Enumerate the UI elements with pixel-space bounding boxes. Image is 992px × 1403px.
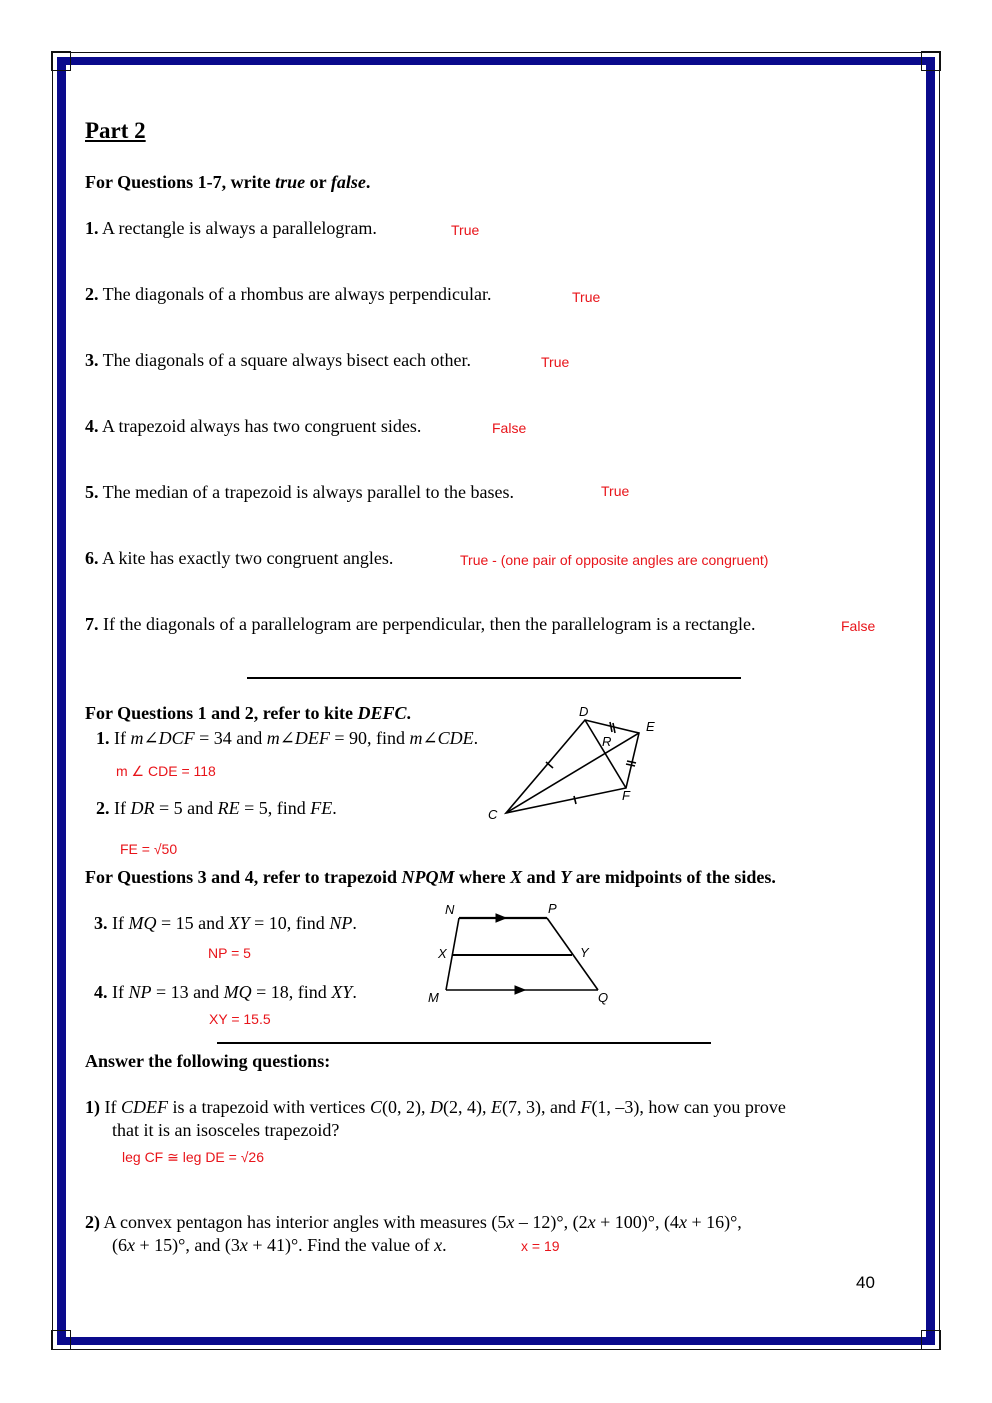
text-segment: XY [228,913,250,933]
text-segment: + 41)°. Find the value of [247,1235,435,1255]
text-segment: true [275,172,306,192]
text-segment: x [127,1235,135,1255]
text-segment: = 5 and [154,798,218,818]
trapezoid-answer-4: XY = 15.5 [209,1011,271,1027]
text-segment: XY [331,982,353,1002]
text-segment: x [678,1212,687,1232]
text-segment: 1. [96,728,110,748]
label-c: C [488,807,498,822]
kite-diagram [488,704,655,822]
text-segment: If [100,1097,121,1117]
open-answer-1: leg CF ≅ leg DE = √26 [122,1149,264,1165]
answer-2: True [572,289,601,305]
label-d: D [579,704,589,719]
text-segment: . [473,728,479,748]
text-segment: = 15 and [156,913,229,933]
text-segment: are midpoints of the sides. [571,867,776,887]
text-segment: FE [310,798,333,818]
trapezoid-answer-3: NP = 5 [208,945,251,961]
parallel-arrow [496,914,506,922]
text-segment: 7. [85,614,99,634]
answer-1: True [451,222,480,238]
text-segment: 6. [85,548,99,568]
text-segment: 2) [85,1212,100,1232]
text-segment: The diagonals of a rhombus are always perpendicular. [98,284,492,304]
answer-7: False [841,618,876,634]
text-segment: DCF [158,728,195,748]
text-segment: ∠ [422,728,438,748]
text-segment: The median of a trapezoid is always parallel to the bases. [98,482,515,502]
text-segment: 5. [85,482,99,502]
text-segment: that it is an isosceles trapezoid? [112,1120,340,1140]
text-segment: – 12)°, (2 [514,1212,588,1232]
text-segment: Y [560,867,572,887]
text-segment: m [130,728,144,748]
text-segment: NP [128,982,152,1002]
text-segment: . [365,172,371,192]
label-r: R [602,734,612,749]
text-segment: m [266,728,280,748]
answer-5: True [601,483,630,499]
text-segment: F [580,1097,592,1117]
text-segment: C [369,1097,382,1117]
text-segment: 3. [85,350,99,370]
trapezoid-diagram [428,901,608,1005]
text-segment: x [506,1212,515,1232]
text-segment: D [429,1097,443,1117]
text-segment: = 34 and [194,728,267,748]
tick-mark [626,764,635,766]
label-x: X [438,946,447,961]
text-segment: MQ [223,982,252,1002]
text-segment: . [406,703,412,723]
answer-6: True - (one pair of opposite angles are congruent) [460,552,769,568]
text-segment: A kite has exactly two congruent angles. [98,548,394,568]
text-segment: NPQM [401,867,455,887]
tick-mark [574,796,576,804]
text-segment: (7, 3), and [501,1097,581,1117]
text-segment: false [330,172,366,192]
text-segment: For Questions 1 and 2, refer to kite [85,703,358,723]
label-y: Y [580,945,589,960]
text-segment: . [442,1235,447,1255]
text-segment: CDE [437,728,474,748]
text-segment: (2, 4), [442,1097,491,1117]
text-segment: ∠ [279,728,295,748]
label-q: Q [598,990,609,1005]
text-segment: ∠ [143,728,159,748]
answer-4: False [492,420,527,436]
text-segment: A trapezoid always has two congruent sides. [98,416,422,436]
text-segment: = 5, find [239,798,311,818]
text-segment: For Questions 3 and 4, refer to trapezoid [85,867,402,887]
text-segment: E [490,1097,502,1117]
text-segment: RE [217,798,240,818]
open-answer-2: x = 19 [521,1238,560,1254]
tick-mark [627,761,636,763]
text-segment: DR [130,798,155,818]
text-segment: If [107,913,129,933]
text-segment: (6 [112,1235,127,1255]
parallel-arrow [515,986,525,994]
text-segment: A convex pentagon has interior angles with measures (5 [100,1212,507,1232]
text-segment: 2. [85,284,99,304]
text-segment: (1, –3), how can you prove [591,1097,786,1117]
text-segment: If the diagonals of a parallelogram are perpendicular, then the parallelogram is a rectangle. [98,614,756,634]
text-segment: or [305,172,331,192]
text-segment: CDEF [121,1097,168,1117]
text-segment: x [434,1235,443,1255]
text-segment: = 10, find [249,913,330,933]
text-segment: = 90, find [329,728,410,748]
kite-answer-2: FE = √50 [120,841,178,857]
tick-mark [610,722,612,732]
page-title: Part 2 [85,118,146,143]
text-segment: For Questions 1-7, write [85,172,276,192]
answer-3: True [541,354,570,370]
label-n: N [445,902,455,917]
text-segment: + 15)°, and (3 [135,1235,240,1255]
text-segment: x [239,1235,248,1255]
kite-answer-1: m ∠ CDE = 118 [116,763,216,779]
text-segment: X [510,867,523,887]
text-segment: If [109,798,131,818]
text-segment: . [352,913,357,933]
text-segment: + 100)°, (4 [595,1212,679,1232]
text-segment: + 16)°, [686,1212,742,1232]
page-number: 40 [856,1273,875,1292]
label-e: E [646,719,655,734]
text-segment: where [454,867,511,887]
text-segment: The diagonals of a square always bisect each other. [98,350,472,370]
label-p: P [548,901,557,916]
text-segment: 3. [94,913,108,933]
kite-outline [506,720,639,813]
text-segment: = 13 and [151,982,224,1002]
text-segment: 4. [85,416,99,436]
tick-mark [613,723,615,733]
text-segment: 1. [85,218,99,238]
text-segment: NP [329,913,353,933]
text-segment: DEF [294,728,330,748]
label-m: M [428,990,439,1005]
text-segment: DEFC [357,703,407,723]
text-segment: = 18, find [251,982,332,1002]
text-segment: 2. [96,798,110,818]
text-segment: x [587,1212,596,1232]
text-segment: If [109,728,131,748]
text-segment: (0, 2), [381,1097,430,1117]
kite-diagonal-ce [506,733,639,813]
text-segment: . [332,798,337,818]
text-segment: MQ [128,913,157,933]
text-segment: is a trapezoid with vertices [168,1097,370,1117]
label-f: F [622,788,630,803]
text-segment: 1) [85,1097,100,1117]
text-segment: 4. [94,982,108,1002]
text-segment: . [352,982,357,1002]
text-segment: A rectangle is always a parallelogram. [98,218,377,238]
text-segment: m [409,728,423,748]
text-segment: If [107,982,129,1002]
text-segment: Answer the following questions: [85,1051,331,1071]
text-segment: and [522,867,561,887]
